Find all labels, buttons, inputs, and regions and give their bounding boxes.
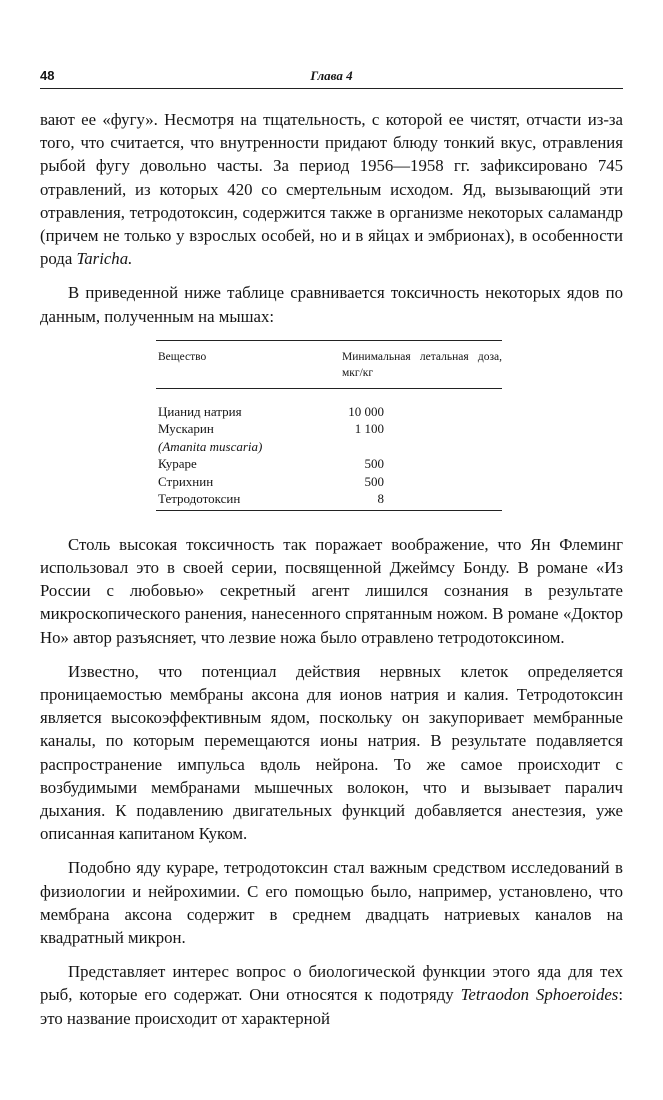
page-number: 48 bbox=[40, 68, 55, 83]
col-substance: Вещество bbox=[158, 350, 207, 363]
paragraph-4: Известно, что потенциал действия нервных клеток определяется проницаемостью мембраны аксона для ионов натрия и калия. Тетродотоксин является высокоэффективным ядом, поскольку он закупоривает мембранные каналы, по которым перемещаются ионы натрия. В результате подавляется распространение импульса вдоль нейрона. То же самое происходит с возбудимыми мембранами мышечных волокон, что и вызывает паралич дыхания. К подавлению двигательных функций добавляется анестезия, уже описанная капитаном Куком. bbox=[40, 661, 623, 844]
taxon-tetraodon: Tetraodon Sphoeroides bbox=[460, 985, 619, 1005]
taxon-taricha: Taricha. bbox=[76, 249, 133, 269]
paragraph-1: вают ее «фугу». Несмотря на тщательность, с которой ее чистят, отчасти из-за того, что считается, что внутренности придают блюду тонкий вкус, отравления рыбой фугу довольно часты. За период 1956—1958 гг. зафиксировано 745 отравлений, из которых 420 со смертельным исходом. Яд, вызывающий эти отравления, тетродотоксин, содержится также в организме некоторых саламандр (причем не только у взрослых особей, но и в яйцах и эмбрионах), в особенности рода Taricha. bbox=[40, 110, 623, 269]
table-row-subline: (Amanita muscaria) bbox=[158, 438, 263, 454]
table-row: Цианид натрия 10 000 bbox=[158, 403, 384, 419]
table-header bbox=[156, 340, 502, 389]
running-header bbox=[40, 66, 623, 89]
table-body bbox=[156, 389, 502, 511]
paragraph-6: Представляет интерес вопрос о биологической функции этого яда для тех рыб, которые его содержат. Они относятся к подотряду Tetraodon Sphoeroides: это название происходит от характерной bbox=[40, 962, 623, 1028]
paragraph-3: Столь высокая токсичность так поражает воображение, что Ян Флеминг использовал это в своей серии, посвященной Джеймсу Бонду. В романе «Из России с любовью» секретный агент лишился сознания в результате микроскопического ранения, нанесенного спрятанным ножом. В романе «Доктор Но» автор разъясняет, что лезвие ножа было отравлено тетродотоксином. bbox=[40, 534, 623, 647]
table-row: Мускарин 1 100 bbox=[158, 421, 384, 437]
table-row: Кураре 500 bbox=[158, 456, 384, 472]
chapter-title: Глава 4 bbox=[310, 68, 353, 83]
col-dose: Минимальная летальная доза, мкг/кг bbox=[342, 350, 502, 379]
table-row: Тетродотоксин 8 bbox=[158, 491, 384, 507]
toxicity-table bbox=[156, 340, 502, 511]
body-text bbox=[40, 108, 623, 1030]
paragraph-5: Подобно яду кураре, тетродотоксин стал важным средством исследований в физиологии и нейрохимии. С его помощью было, например, установлено, что мембрана аксона содержит в среднем двадцать натриевых каналов на квадратный микрон. bbox=[40, 858, 623, 948]
table-row: Стрихнин 500 bbox=[158, 473, 384, 489]
paragraph-2: В приведенной ниже таблице сравнивается токсичность некоторых ядов по данным, полученным на мышах: bbox=[40, 283, 623, 326]
